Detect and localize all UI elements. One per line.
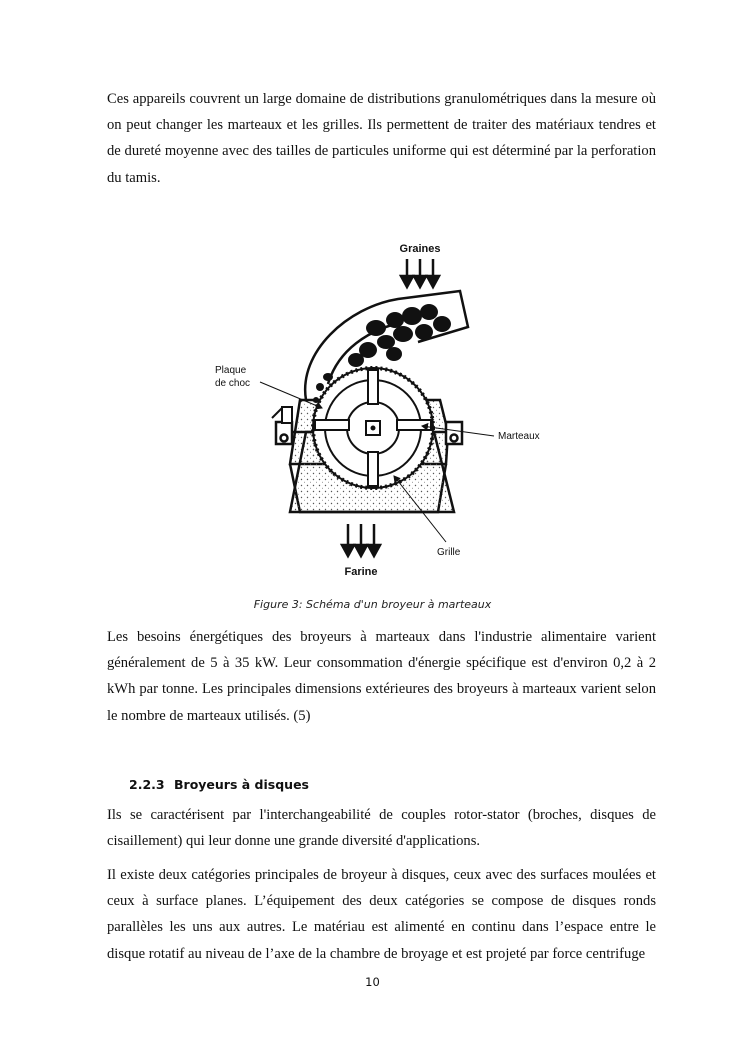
impact-plate: [272, 407, 292, 423]
paragraph-intro: Ces appareils couvrent un large domaine de distributions granulométriques dans la mesure où on peut changer les marteaux et les grilles. Ils permettent de traiter des matériaux tendres et de dureté moyenne avec des tailles de particules uniforme qui est déterminé par la perforation du tamis.: [107, 91, 656, 186]
section-title: Broyeurs à disques: [174, 777, 309, 792]
section-number: 2.2.3: [129, 777, 165, 792]
label-grille: Grille: [437, 547, 461, 558]
label-plaque-line2: de choc: [215, 378, 251, 389]
hammer-mill-diagram: [198, 232, 564, 584]
output-arrows: [342, 524, 380, 556]
label-farine: Farine: [344, 566, 378, 578]
label-plaque-line1: Plaque: [215, 365, 247, 376]
figure-caption: Figure 3: Schéma d'un broyeur à marteaux: [253, 598, 492, 611]
paragraph-disc-categories: Il existe deux catégories principales de broyeur à disques, ceux avec des surfaces moulées et ceux à surface planes. L’équipement des deux catégories se compose de disques ronds parallèles les uns aux autres. Le matériau est alimenté en continu dans l’espace entre le disque rotatif au niveau de l’axe de la chambre de broyage et est projeté par force centrifuge: [107, 867, 656, 962]
leader-plaque: [260, 382, 322, 408]
section-heading: [129, 777, 309, 792]
paragraph-disc-intro: Ils se caractérisent par l'interchangeabilité de couples rotor-stator (broches, disques de cisaillement) qui leur donne une grande diversité d'applications.: [107, 807, 656, 850]
rotor-and-grille: [313, 368, 433, 488]
label-marteaux: Marteaux: [498, 431, 540, 442]
paragraph-energy: Les besoins énergétiques des broyeurs à marteaux dans l'industrie alimentaire varient généralement de 5 à 35 kW. Leur consommation d'énergie spécifique est d'environ 0,2 à 2 kWh par tonne. Les principales dimensions extérieures des broyeurs à marteaux varient selon le nombre de marteaux utilisés. (5): [107, 629, 656, 724]
page-number: 10: [365, 975, 380, 989]
hammer-mill-figure: [198, 232, 564, 584]
input-arrows: [401, 259, 439, 287]
label-graines: Graines: [399, 243, 441, 255]
